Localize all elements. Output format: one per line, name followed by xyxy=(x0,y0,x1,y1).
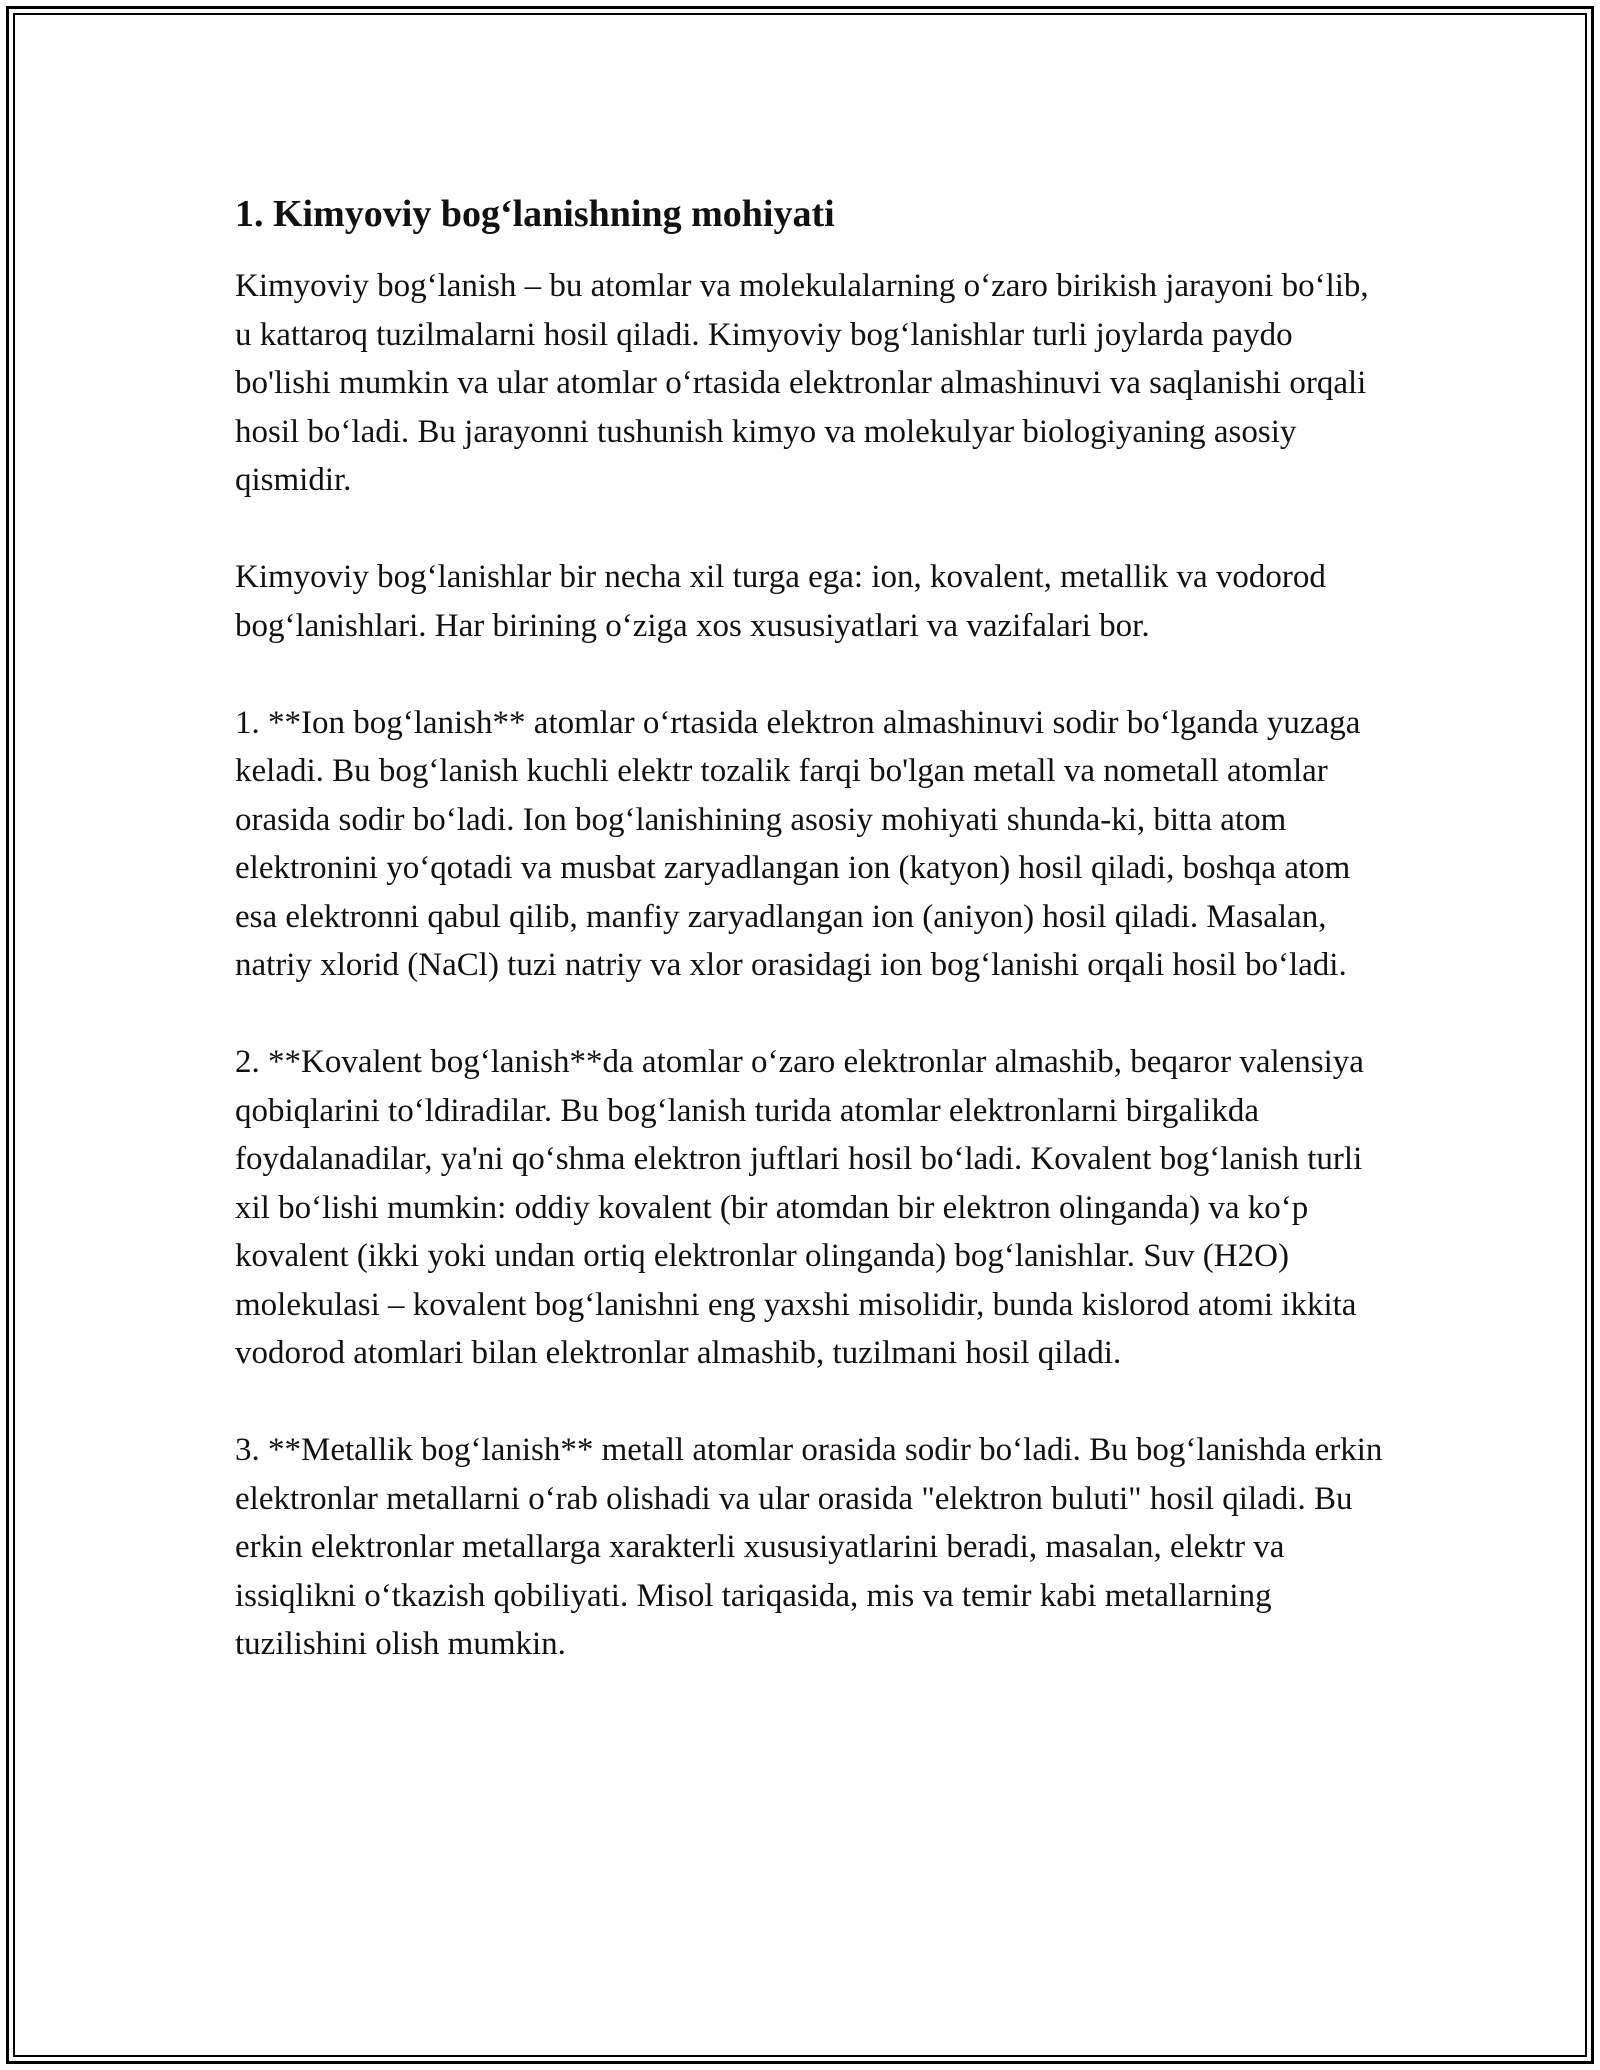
section-title: 1. Kimyoviy bog‘lanishning mohiyati xyxy=(235,193,835,235)
document-body xyxy=(235,190,1385,1717)
paragraph-metallic-bond: 3. **Metallik bog‘lanish** metall atomlar orasida sodir bo‘ladi. Bu bog‘lanishda erkin elektronlar metallarni o‘rab olishadi va ular orasida "elektron buluti" hosil qiladi. Bu erkin elektronlar metallarga xarakterli xususiyatlarini beradi, masalan, elektr va issiqlikni o‘tkazish qobiliyati. Misol tariqasida, mis va temir kabi metallarning tuzilishini olish mumkin. xyxy=(235,1432,1383,1662)
paragraph-types: Kimyoviy bog‘lanishlar bir necha xil turga ega: ion, kovalent, metallik va vodorod bog‘lanishlari. Har birining o‘ziga xos xususiyatlari va vazifalari bor. xyxy=(235,559,1326,644)
paragraph-covalent-bond: 2. **Kovalent bog‘lanish**da atomlar o‘zaro elektronlar almashib, beqaror valensiya qobiqlarini to‘ldiradilar. Bu bog‘lanish turida atomlar elektronlarni birgalikda foydalanadilar, ya'ni qo‘shma elektron juftlari hosil bo‘ladi. Kovalent bog‘lanish turli xil bo‘lishi mumkin: oddiy kovalent (bir atomdan bir elektron olinganda) va ko‘p kovalent (ikki yoki undan ortiq elektronlar olinganda) bog‘lanishlar. Suv (H2O) molekulasi – kovalent bog‘lanishni eng yaxshi misolidir, bunda kislorod atomi ikkita vodorod atomlari bilan elektronlar almashib, tuzilmani hosil qiladi. xyxy=(235,1044,1364,1371)
paragraph-intro: Kimyoviy bog‘lanish – bu atomlar va molekulalarning o‘zaro birikish jarayoni bo‘lib, u kattaroq tuzilmalarni hosil qiladi. Kimyoviy bog‘lanishlar turli joylarda paydo bo'lishi mumkin va ular atomlar o‘rtasida elektronlar almashinuvi va saqlanishi orqali hosil bo‘ladi. Bu jarayonni tushunish kimyo va molekulyar biologiyaning asosiy qismidir. xyxy=(235,268,1369,498)
paragraph-ionic-bond: 1. **Ion bog‘lanish** atomlar o‘rtasida elektron almashinuvi sodir bo‘lganda yuzaga keladi. Bu bog‘lanish kuchli elektr tozalik farqi bo'lgan metall va nometall atomlar orasida sodir bo‘ladi. Ion bog‘lanishining asosiy mohiyati shunda-ki, bitta atom elektronini yo‘qotadi va musbat zaryadlangan ion (katyon) hosil qiladi, boshqa atom esa elektronni qabul qilib, manfiy zaryadlangan ion (aniyon) hosil qiladi. Masalan, natriy xlorid (NaCl) tuzi natriy va xlor orasidagi ion bog‘lanishi orqali hosil bo‘ladi. xyxy=(235,704,1361,983)
